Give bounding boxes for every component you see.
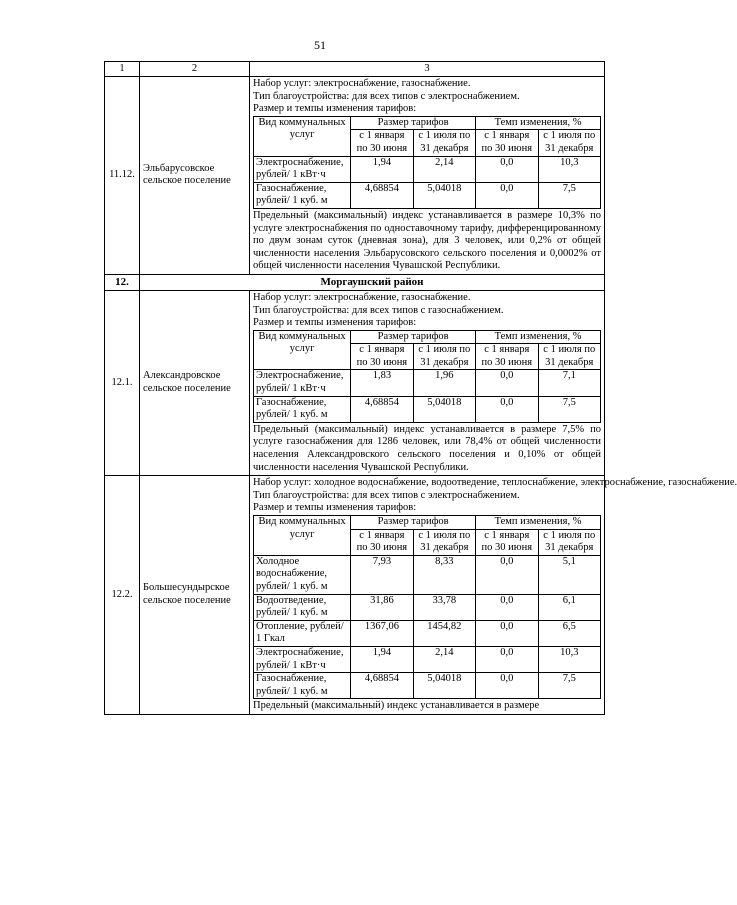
service-name: Отопление, рублей/ 1 Гкал bbox=[254, 620, 351, 646]
rate-jan: 0,0 bbox=[476, 673, 538, 699]
tariff-row bbox=[254, 620, 601, 646]
index-note: Предельный (максимальный) индекс устанавливается в размере bbox=[253, 700, 540, 712]
period-jan-header: с 1 января по 30 июня bbox=[351, 344, 413, 370]
col-header-3: 3 bbox=[250, 62, 605, 77]
tariff-jul: 2,14 bbox=[413, 156, 475, 182]
col-header-1: 1 bbox=[105, 62, 140, 77]
service-column-header: Вид коммунальных услуг bbox=[254, 116, 351, 156]
district-number: 12. bbox=[105, 274, 140, 290]
tariff-jan: 1,94 bbox=[351, 646, 413, 672]
service-set-line: Набор услуг: электроснабжение, газоснабжение. bbox=[253, 78, 471, 89]
rate-jan: 0,0 bbox=[476, 182, 538, 208]
rate-jan: 0,0 bbox=[476, 555, 538, 594]
col-header-2: 2 bbox=[140, 62, 250, 77]
period-jul-header: с 1 июля по 31 декабря bbox=[413, 529, 475, 555]
tariff-size-header: Размер тарифов bbox=[351, 516, 476, 530]
tariff-jul: 1454,82 bbox=[413, 620, 475, 646]
service-set-line: Тип благоустройства: для всех типов с электроснабжением. bbox=[253, 489, 520, 501]
tariff-jul: 8,33 bbox=[413, 555, 475, 594]
settlement-name: Большесундырское сельское поселение bbox=[140, 476, 250, 715]
rate-jul: 7,5 bbox=[538, 182, 600, 208]
period-jul-header: с 1 июля по 31 декабря bbox=[413, 344, 475, 370]
tariff-jan: 1,83 bbox=[351, 370, 413, 396]
period-jan-header: с 1 января по 30 июня bbox=[476, 344, 538, 370]
service-column-header: Вид коммунальных услуг bbox=[254, 330, 351, 370]
service-name: Электроснабжение, рублей/ 1 кВт·ч bbox=[254, 646, 351, 672]
period-jul-header: с 1 июля по 31 декабря bbox=[538, 344, 600, 370]
page-number: 51 bbox=[314, 38, 326, 52]
service-set-line: Тип благоустройства: для всех типов с газоснабжением. bbox=[253, 304, 504, 316]
service-name: Газоснабжение, рублей/ 1 куб. м bbox=[254, 396, 351, 422]
tariff-jan: 4,68854 bbox=[351, 673, 413, 699]
tariff-row bbox=[254, 555, 601, 594]
district-title: Моргаушский район bbox=[140, 274, 605, 290]
period-jan-header: с 1 января по 30 июня bbox=[351, 529, 413, 555]
rate-jul: 7,1 bbox=[538, 370, 600, 396]
index-note: Предельный (максимальный) индекс устанавливается в размере 10,3% по услуге электроснабжения по одноставочному тарифу, дифференцированному по двум зонам суток (дневная зона), для 3 человек, или 0,2% от общей численности населения Эльбарусовского сельского поселения и 0,0002% от общей численности населения Чувашской Республики. bbox=[253, 209, 601, 272]
rate-jan: 0,0 bbox=[476, 620, 538, 646]
tariff-table bbox=[253, 515, 601, 699]
service-set-line: Набор услуг: холодное водоснабжение, водоотведение, теплоснабжение, электроснабжение, газоснабжение. bbox=[253, 477, 737, 489]
period-jan-header: с 1 января по 30 июня bbox=[476, 130, 538, 156]
service-name: Электроснабжение, рублей/ 1 кВт·ч bbox=[254, 370, 351, 396]
tariff-table bbox=[253, 330, 601, 423]
tariff-row bbox=[254, 646, 601, 672]
section-number: 12.2. bbox=[105, 476, 140, 715]
tariff-row bbox=[254, 156, 601, 182]
settlement-name: Александровское сельское поселение bbox=[140, 290, 250, 475]
tariff-row bbox=[254, 370, 601, 396]
rate-jul: 6,5 bbox=[538, 620, 600, 646]
tariff-row bbox=[254, 673, 601, 699]
section-number: 11.12. bbox=[105, 77, 140, 275]
column-number-row bbox=[105, 62, 605, 77]
tariff-jan: 7,93 bbox=[351, 555, 413, 594]
tariff-jul: 1,96 bbox=[413, 370, 475, 396]
service-column-header: Вид коммунальных услуг bbox=[254, 516, 351, 556]
tariff-size-header: Размер тарифов bbox=[351, 116, 476, 130]
tariff-row bbox=[254, 396, 601, 422]
period-jul-header: с 1 июля по 31 декабря bbox=[538, 529, 600, 555]
tariff-jan: 1,94 bbox=[351, 156, 413, 182]
service-name: Холодное водоснабжение, рублей/ 1 куб. м bbox=[254, 555, 351, 594]
rate-change-header: Темп изменения, % bbox=[476, 330, 601, 344]
period-jul-header: с 1 июля по 31 декабря bbox=[538, 130, 600, 156]
tariff-jan: 31,86 bbox=[351, 594, 413, 620]
section-description bbox=[250, 77, 605, 275]
tariff-jul: 5,04018 bbox=[413, 182, 475, 208]
tariff-row bbox=[254, 182, 601, 208]
service-set-line: Тип благоустройства: для всех типов с электроснабжением. bbox=[253, 90, 520, 102]
tariff-jul: 33,78 bbox=[413, 594, 475, 620]
service-set-line: Набор услуг: электроснабжение, газоснабжение. bbox=[253, 291, 471, 303]
section-row bbox=[105, 476, 605, 715]
tariff-jan: 1367,06 bbox=[351, 620, 413, 646]
rate-jul: 6,1 bbox=[538, 594, 600, 620]
rate-jul: 10,3 bbox=[538, 646, 600, 672]
rate-jul: 5,1 bbox=[538, 555, 600, 594]
tariff-jul: 5,04018 bbox=[413, 673, 475, 699]
section-row bbox=[105, 77, 605, 275]
tariff-row bbox=[254, 594, 601, 620]
service-name: Электроснабжение, рублей/ 1 кВт·ч bbox=[254, 156, 351, 182]
section-description bbox=[250, 476, 737, 715]
service-name: Водоотведение, рублей/ 1 куб. м bbox=[254, 594, 351, 620]
rate-jul: 7,5 bbox=[538, 396, 600, 422]
period-jul-header: с 1 июля по 31 декабря bbox=[413, 130, 475, 156]
section-number: 12.1. bbox=[105, 290, 140, 475]
section-row bbox=[105, 290, 605, 475]
district-row bbox=[105, 274, 605, 290]
tariff-document-table bbox=[104, 61, 737, 715]
tariff-size-header: Размер тарифов bbox=[351, 330, 476, 344]
rate-change-header: Темп изменения, % bbox=[476, 116, 601, 130]
period-jan-header: с 1 января по 30 июня bbox=[476, 529, 538, 555]
rate-jul: 7,5 bbox=[538, 673, 600, 699]
rate-jan: 0,0 bbox=[476, 594, 538, 620]
index-note: Предельный (максимальный) индекс устанавливается в размере 7,5% по услуге газоснабжения для 1286 человек, или 78,4% от общей численности населения Александровского сельского поселения и 0,10% от общей численности населения Чувашской Республики. bbox=[253, 423, 601, 473]
service-name: Газоснабжение, рублей/ 1 куб. м bbox=[254, 182, 351, 208]
service-set-line: Размер и темпы изменения тарифов: bbox=[253, 317, 417, 329]
rate-jan: 0,0 bbox=[476, 396, 538, 422]
service-name: Газоснабжение, рублей/ 1 куб. м bbox=[254, 673, 351, 699]
rate-jul: 10,3 bbox=[538, 156, 600, 182]
section-description bbox=[250, 290, 605, 475]
tariff-jul: 5,04018 bbox=[413, 396, 475, 422]
settlement-name: Эльбарусовское сельское поселение bbox=[140, 77, 250, 275]
rate-jan: 0,0 bbox=[476, 156, 538, 182]
tariff-table bbox=[253, 116, 601, 209]
tariff-jul: 2,14 bbox=[413, 646, 475, 672]
rate-jan: 0,0 bbox=[476, 370, 538, 396]
tariff-jan: 4,68854 bbox=[351, 396, 413, 422]
rate-change-header: Темп изменения, % bbox=[476, 516, 601, 530]
service-set-line: Размер и темпы изменения тарифов: bbox=[253, 502, 417, 514]
rate-jan: 0,0 bbox=[476, 646, 538, 672]
period-jan-header: с 1 января по 30 июня bbox=[351, 130, 413, 156]
tariff-jan: 4,68854 bbox=[351, 182, 413, 208]
service-set-line: Размер и темпы изменения тарифов: bbox=[253, 103, 417, 115]
